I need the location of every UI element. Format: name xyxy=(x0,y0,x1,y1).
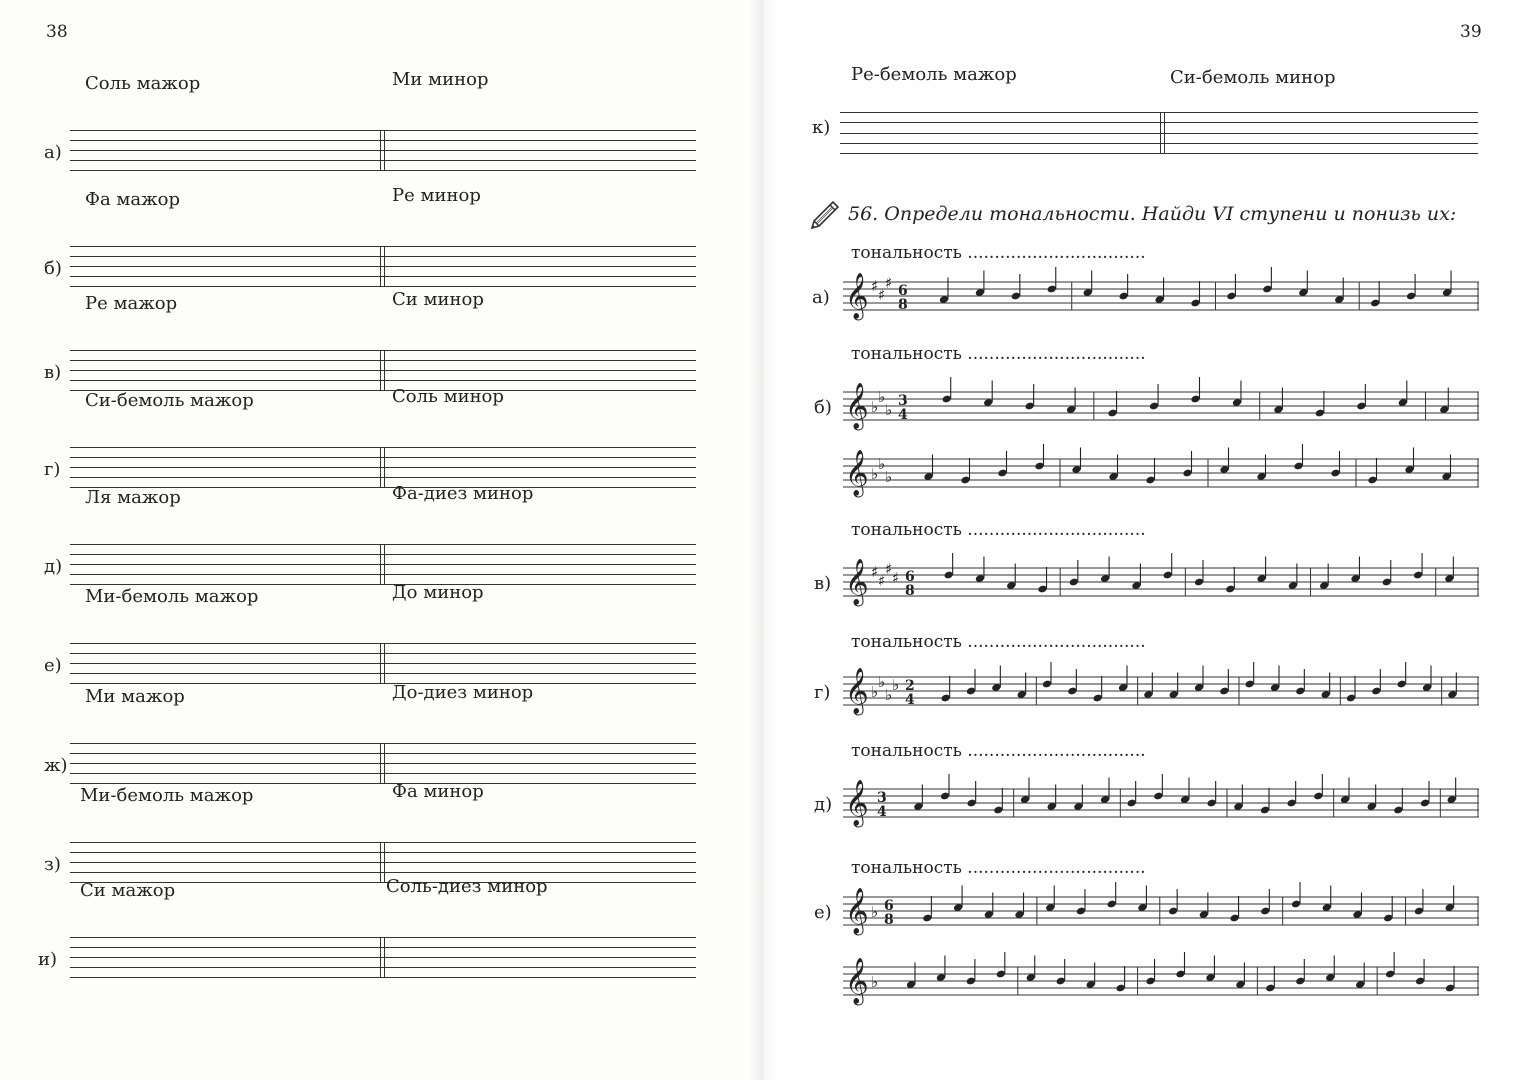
empty-staff xyxy=(70,350,696,390)
double-barline xyxy=(384,130,385,170)
empty-staff xyxy=(70,743,696,783)
staff-line xyxy=(70,783,696,784)
time-signature-top: 6 xyxy=(884,898,894,914)
time-signature-top: 6 xyxy=(905,569,915,585)
staff-line xyxy=(70,947,696,948)
flat-icon: ♭ xyxy=(871,683,879,701)
staff-line xyxy=(840,143,1478,144)
double-barline xyxy=(380,643,381,683)
staff-line xyxy=(70,663,696,664)
row-letter: е) xyxy=(44,655,62,676)
staff-line xyxy=(70,763,696,764)
time-signature-top: 3 xyxy=(898,393,908,409)
double-barline xyxy=(380,447,381,487)
staff-line xyxy=(70,683,696,684)
row-letter: г) xyxy=(44,459,61,480)
staff-line xyxy=(70,842,696,843)
time-signature-bottom: 8 xyxy=(884,912,894,928)
melody-staff xyxy=(843,383,1479,429)
time-signature-top: 3 xyxy=(877,790,887,806)
sharp-icon: ♯ xyxy=(871,563,879,581)
staff-line xyxy=(70,554,696,555)
staff-line xyxy=(70,457,696,458)
key-label-major: Ми мажор xyxy=(85,686,185,707)
double-barline xyxy=(380,246,381,286)
flat-icon: ♭ xyxy=(885,686,893,704)
empty-staff xyxy=(70,130,696,170)
staff-line xyxy=(840,122,1478,123)
staff-line xyxy=(70,653,696,654)
double-barline xyxy=(380,743,381,783)
melody-letter: г) xyxy=(814,682,831,703)
melody-notation xyxy=(843,559,1479,626)
time-signature-bottom: 4 xyxy=(905,692,915,708)
melody-letter: д) xyxy=(814,794,833,815)
staff-line xyxy=(840,112,1478,113)
row-letter: в) xyxy=(44,362,62,383)
staff-line xyxy=(70,130,696,131)
staff-line xyxy=(70,957,696,958)
staff-line xyxy=(70,862,696,863)
staff-line xyxy=(70,170,696,171)
double-barline xyxy=(1164,112,1165,153)
melody-notation xyxy=(843,958,1479,1025)
flat-icon: ♭ xyxy=(878,673,886,691)
staff-line xyxy=(70,743,696,744)
key-label-major: Ля мажор xyxy=(85,487,181,508)
sharp-icon: ♯ xyxy=(885,274,893,292)
melody-staff xyxy=(843,668,1479,714)
double-barline xyxy=(380,937,381,977)
time-signature-bottom: 4 xyxy=(898,407,908,423)
key-label-minor: Фа минор xyxy=(392,781,484,802)
staff-line xyxy=(70,360,696,361)
flat-icon: ♭ xyxy=(871,398,879,416)
staff-line xyxy=(840,153,1478,154)
row-letter: ж) xyxy=(44,755,68,776)
melody-notation xyxy=(843,273,1479,340)
melody-staff xyxy=(843,559,1479,605)
flat-icon: ♭ xyxy=(878,388,886,406)
treble-clef-icon: 𝄞 xyxy=(845,780,869,826)
key-label-minor: Фа-диез минор xyxy=(392,483,534,504)
staff-line xyxy=(70,467,696,468)
flat-icon: ♭ xyxy=(871,903,879,921)
staff-line xyxy=(70,266,696,267)
key-label-major-k: Ре-бемоль мажор xyxy=(851,64,1017,85)
row-letter: з) xyxy=(44,854,61,875)
double-barline xyxy=(384,937,385,977)
empty-staff xyxy=(70,643,696,683)
sharp-icon: ♯ xyxy=(878,572,886,590)
key-label-major: Фа мажор xyxy=(85,189,181,210)
double-barline xyxy=(384,447,385,487)
staff-line xyxy=(70,350,696,351)
staff-line xyxy=(70,477,696,478)
row-letter-k: к) xyxy=(812,117,831,138)
melody-staff xyxy=(843,780,1479,826)
double-barline xyxy=(384,842,385,882)
empty-staff-k xyxy=(840,112,1478,153)
tonality-label: тональность ................................. xyxy=(851,632,1146,652)
key-label-major: Ре мажор xyxy=(85,293,178,314)
treble-clef-icon: 𝄞 xyxy=(845,888,869,934)
double-barline xyxy=(384,350,385,390)
sharp-icon: ♯ xyxy=(885,560,893,578)
staff-line xyxy=(70,673,696,674)
staff-line xyxy=(70,872,696,873)
staff-line xyxy=(70,773,696,774)
melody-letter: б) xyxy=(814,397,832,418)
time-signature-top: 6 xyxy=(898,283,908,299)
staff-line xyxy=(70,852,696,853)
melody-notation xyxy=(843,668,1479,735)
double-barline xyxy=(380,842,381,882)
key-label-minor-k: Си-бемоль минор xyxy=(1170,67,1336,88)
book-gutter xyxy=(748,0,776,1080)
staff-line xyxy=(70,584,696,585)
double-barline xyxy=(384,743,385,783)
staff-line xyxy=(70,246,696,247)
key-label-minor: Соль минор xyxy=(392,386,504,407)
staff-line xyxy=(70,370,696,371)
staff-line xyxy=(70,937,696,938)
treble-clef-icon: 𝄞 xyxy=(845,559,869,605)
tonality-label: тональность ................................. xyxy=(851,344,1146,364)
melody-letter: в) xyxy=(814,573,832,594)
tonality-label: тональность ................................. xyxy=(851,858,1146,878)
treble-clef-icon: 𝄞 xyxy=(845,383,869,429)
key-label-minor: Соль-диез минор xyxy=(386,876,548,897)
staff-line xyxy=(70,140,696,141)
flat-icon: ♭ xyxy=(892,676,900,694)
staff-line xyxy=(70,276,696,277)
key-label-minor: До минор xyxy=(392,582,484,603)
melody-staff xyxy=(843,450,1479,496)
flat-icon: ♭ xyxy=(878,455,886,473)
staff-line xyxy=(70,447,696,448)
key-label-minor: Ми минор xyxy=(392,69,489,90)
empty-staff xyxy=(70,447,696,487)
task-title: 56. Определи тональности. Найди VI ступени и понизь их: xyxy=(848,203,1457,225)
pencil-icon xyxy=(808,198,842,236)
double-barline xyxy=(380,130,381,170)
treble-clef-icon: 𝄞 xyxy=(845,668,869,714)
melody-staff xyxy=(843,888,1479,934)
staff-line xyxy=(70,286,696,287)
key-label-major: Ми-бемоль мажор xyxy=(85,586,259,607)
tonality-label: тональность ................................. xyxy=(851,741,1146,761)
row-letter: б) xyxy=(44,258,62,279)
treble-clef-icon: 𝄞 xyxy=(845,450,869,496)
staff-line xyxy=(70,544,696,545)
staff-line xyxy=(70,643,696,644)
row-letter: и) xyxy=(38,949,58,970)
key-label-major: Си-бемоль мажор xyxy=(85,390,254,411)
empty-staff xyxy=(70,937,696,977)
treble-clef-icon: 𝄞 xyxy=(845,273,869,319)
staff-line xyxy=(70,380,696,381)
sharp-icon: ♯ xyxy=(892,569,900,587)
staff-line xyxy=(70,256,696,257)
empty-staff xyxy=(70,544,696,584)
melody-staff xyxy=(843,958,1479,1004)
treble-clef-icon: 𝄞 xyxy=(845,958,869,1004)
double-barline xyxy=(1160,112,1161,153)
right-page-number: 39 xyxy=(1460,22,1482,42)
staff-line xyxy=(840,133,1478,134)
melody-notation xyxy=(843,780,1479,847)
row-letter: а) xyxy=(44,142,62,163)
melody-letter: е) xyxy=(814,902,832,923)
flat-icon: ♭ xyxy=(885,401,893,419)
tonality-label: тональность ................................. xyxy=(851,520,1146,540)
double-barline xyxy=(384,643,385,683)
melody-letter: а) xyxy=(812,287,830,308)
left-page-number: 38 xyxy=(46,22,68,42)
double-barline xyxy=(380,544,381,584)
double-barline xyxy=(380,350,381,390)
flat-icon: ♭ xyxy=(871,465,879,483)
time-signature-bottom: 4 xyxy=(877,804,887,820)
flat-icon: ♭ xyxy=(871,973,879,991)
staff-line xyxy=(70,977,696,978)
double-barline xyxy=(384,246,385,286)
key-label-minor: Ре минор xyxy=(392,185,481,206)
row-letter: д) xyxy=(44,556,63,577)
staff-line xyxy=(70,150,696,151)
key-label-minor: Си минор xyxy=(392,289,484,310)
empty-staff xyxy=(70,842,696,882)
melody-notation xyxy=(843,888,1479,955)
melody-staff xyxy=(843,273,1479,319)
time-signature-bottom: 8 xyxy=(905,583,915,599)
melody-notation xyxy=(843,383,1479,450)
time-signature-top: 2 xyxy=(905,678,915,694)
double-barline xyxy=(384,544,385,584)
empty-staff xyxy=(70,246,696,286)
tonality-label: тональность ................................. xyxy=(851,243,1146,263)
staff-line xyxy=(70,160,696,161)
time-signature-bottom: 8 xyxy=(898,297,908,313)
staff-line xyxy=(70,574,696,575)
key-label-major: Си мажор xyxy=(80,880,176,901)
staff-line xyxy=(70,564,696,565)
staff-line xyxy=(70,967,696,968)
melody-notation xyxy=(843,450,1479,517)
left-page xyxy=(0,0,762,1080)
key-label-minor: До-диез минор xyxy=(392,682,534,703)
staff-line xyxy=(70,753,696,754)
key-label-major: Ми-бемоль мажор xyxy=(80,785,254,806)
flat-icon: ♭ xyxy=(885,468,893,486)
sharp-icon: ♯ xyxy=(871,277,879,295)
sharp-icon: ♯ xyxy=(878,286,886,304)
key-label-major: Соль мажор xyxy=(85,73,201,94)
